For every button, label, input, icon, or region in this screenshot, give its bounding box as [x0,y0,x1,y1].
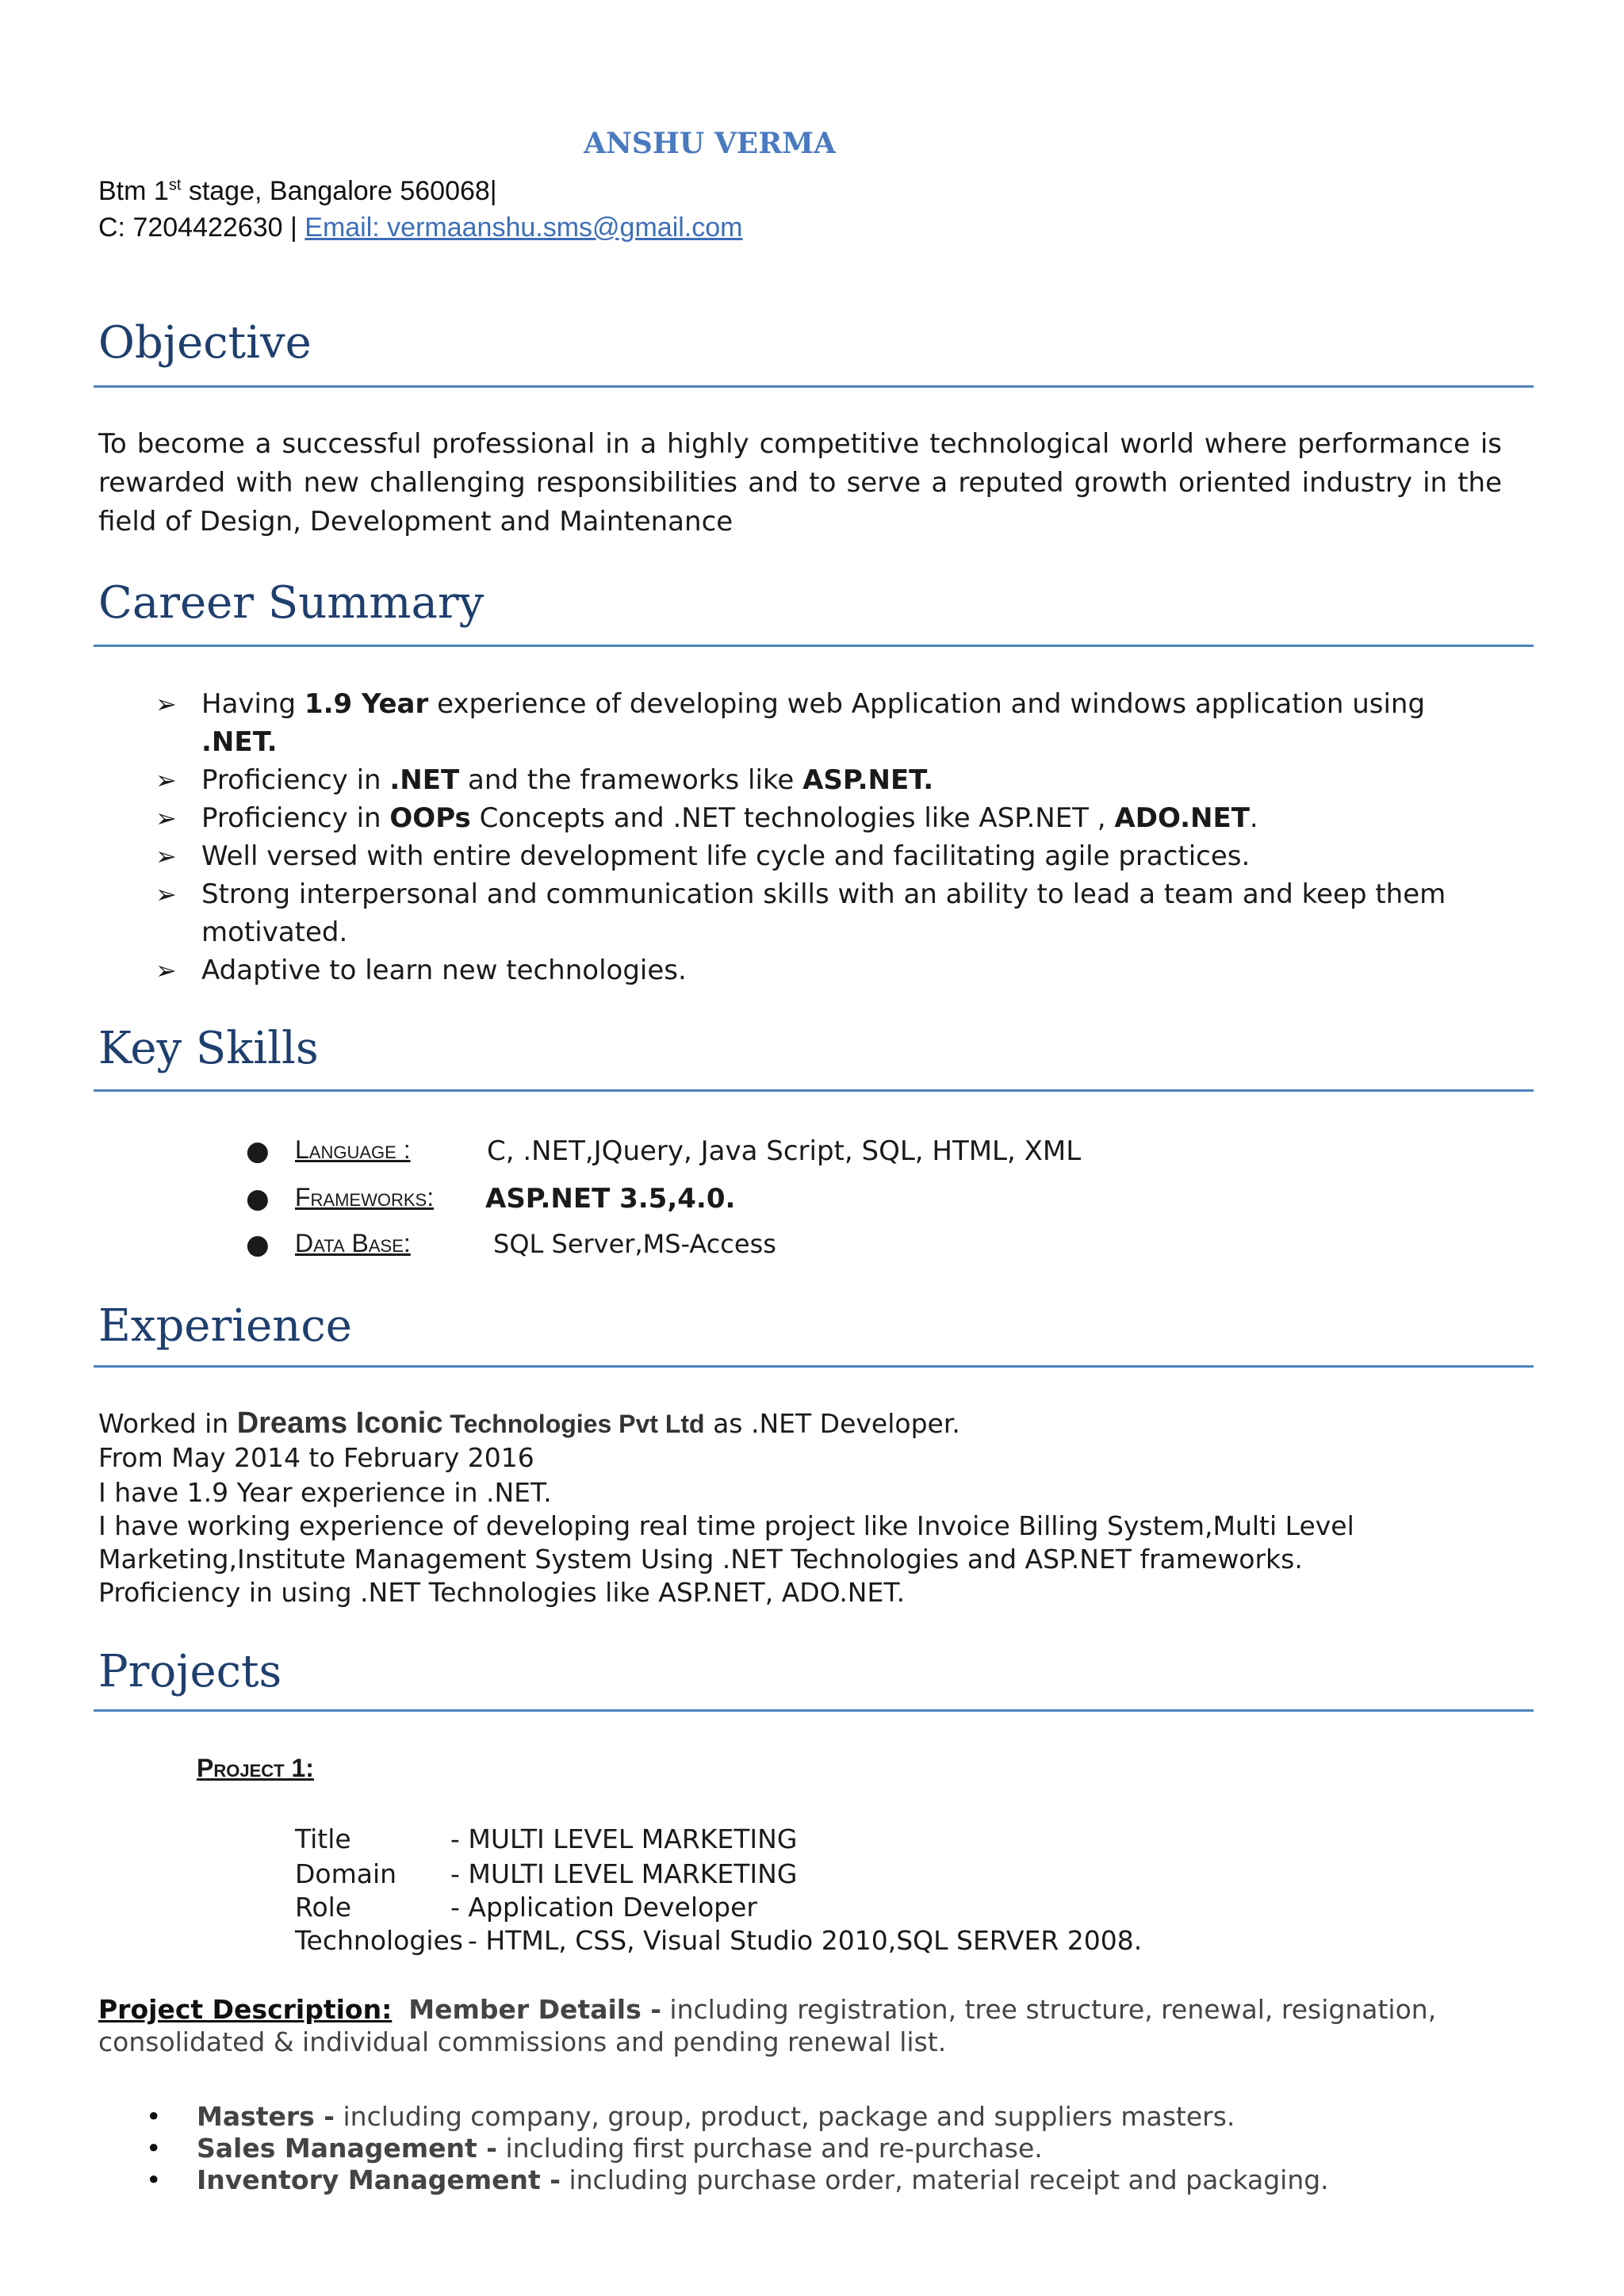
project-detail-value: - HTML, CSS, Visual Studio 2010,SQL SERVER 2008. [468,1925,1143,1956]
module-text: including registration, tree structure, renewal, resignation, consolidated & individual commissions and pending renewal list. [98,1994,1437,2057]
phone-text: C: 7204422630 | [98,212,305,243]
summary-text: Proficiency in [201,802,390,834]
summary-item [155,799,1488,837]
summary-bold: ADO.NET [1114,802,1250,834]
company-name [236,1406,705,1440]
skill-value: SQL Server,MS-Access [493,1229,776,1259]
summary-item [155,875,1488,951]
module-heading: Inventory Management - [197,2164,561,2195]
arrow-bullet-icon: ➢ [155,803,177,833]
summary-text: Proficiency in [201,764,390,796]
summary-bold: ASP.NET. [802,764,934,796]
section-divider [94,1709,1534,1712]
bullet-dot-icon: ● [246,1183,270,1215]
module-heading: Masters - [197,2101,335,2132]
arrow-bullet-icon: ➢ [155,841,177,871]
experience-line: Marketing,Institute Management System Using .NET Technologies and ASP.NET frameworks. [98,1544,1303,1575]
project-detail-value: - MULTI LEVEL MARKETING [450,1858,798,1889]
skill-label: Language : [295,1135,411,1164]
summary-text: Concepts and .NET technologies like ASP.NET , [470,802,1115,834]
arrow-bullet-icon: ➢ [155,879,177,909]
arrow-bullet-icon: ➢ [155,955,177,985]
summary-text: Strong interpersonal and communication skills with an ability to lead a team and keep them motivated. [201,878,1446,948]
project-detail-key: Title [295,1823,351,1854]
module-heading: Sales Management - [197,2133,497,2164]
summary-bold: OOPs [389,802,471,834]
experience-line: I have 1.9 Year experience in .NET. [98,1477,552,1508]
address-rest: stage, Bangalore 560068| [181,176,497,206]
skill-label: Data Base: [295,1229,411,1257]
summary-text: Adaptive to learn new technologies. [201,955,687,986]
module-text: including company, group, product, package and suppliers masters. [335,2101,1235,2132]
candidate-name: ANSHU VERMA [584,127,836,160]
experience-text: Worked in [98,1408,237,1439]
module-heading: Member Details - [408,1994,661,2025]
projects-heading: Projects [98,1646,282,1697]
summary-text: Well versed with entire development life cycle and facilitating agile practices. [201,840,1251,872]
objective-text: To become a successful professional in a highly competitive technological world where performance is rewarded with new challenging responsibilities and to serve a reputed growth oriented industry in the field of Design, Development and Maintenance [98,428,1502,538]
arrow-bullet-icon: ➢ [155,765,177,795]
summary-bold: .NET [389,764,460,796]
skill-value: C, .NET,JQuery, Java Script, SQL, HTML, XML [487,1135,1082,1167]
summary-item [155,761,1488,799]
arrow-bullet-icon: ➢ [155,689,177,719]
key-skills-heading: Key Skills [98,1023,319,1074]
summary-text: . [1249,802,1258,834]
project-detail-value: - MULTI LEVEL MARKETING [450,1823,798,1854]
module-text: including first purchase and re-purchase. [496,2133,1043,2164]
section-divider [94,1365,1534,1368]
company-name-main: Dreams Iconic [236,1406,443,1440]
bullet-dot-icon: ● [246,1135,270,1167]
summary-item [155,837,1488,875]
module-text: including purchase order, material receipt and packaging. [560,2164,1329,2195]
summary-bold: 1.9 Year [304,688,429,720]
address-prefix: Btm 1 [98,176,169,206]
experience-heading: Experience [98,1300,352,1352]
address-line [98,176,497,207]
summary-item [155,951,1488,989]
project-detail-key: Role [295,1892,352,1923]
project-description-label: Project Description: [98,1994,393,2025]
bullet-dot-icon: ● [246,1229,270,1261]
experience-text: as .NET Developer. [704,1408,960,1439]
experience-dates: From May 2014 to February 2016 [98,1442,534,1473]
skill-value: ASP.NET 3.5,4.0. [485,1183,736,1215]
section-divider [94,1089,1534,1092]
project-detail-value: - Application Developer [450,1892,757,1923]
bullet-dot-icon: • [146,2164,162,2195]
experience-line: Proficiency in using .NET Technologies like ASP.NET, ADO.NET. [98,1577,906,1608]
project-description [98,1993,1518,2058]
email-link[interactable]: Email: vermaanshu.sms@gmail.com [304,212,743,243]
summary-bold: .NET. [201,726,278,758]
skill-label: Frameworks: [295,1183,435,1211]
bullet-dot-icon: • [146,2101,162,2132]
objective-heading: Objective [98,317,312,369]
summary-text: Having [201,688,304,720]
project-detail-key: Domain [295,1858,397,1889]
section-divider [94,385,1534,388]
experience-line: I have working experience of developing real time project like Invoice Billing System,Multi Level [98,1510,1354,1541]
summary-text: and the frameworks like [459,764,803,796]
project-detail-key: Technologies [295,1925,463,1956]
career-summary-heading: Career Summary [98,577,485,629]
project-label: Project 1: [197,1754,314,1782]
summary-text: experience of developing web Application and windows application using [428,688,1426,720]
summary-item [155,685,1488,761]
bullet-dot-icon: • [146,2133,162,2164]
address-superscript: st [168,176,182,194]
company-name-suffix: Technologies Pvt Ltd [442,1410,705,1438]
contact-line [98,212,742,243]
section-divider [94,645,1534,647]
experience-line [98,1406,1518,1441]
